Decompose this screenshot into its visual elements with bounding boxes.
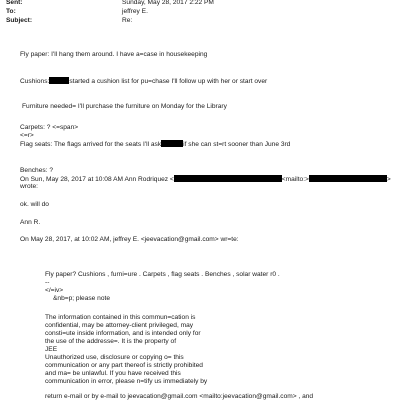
flag-seats-text: Flag seats: The flags arrived for the seats I'll ask	[20, 141, 162, 148]
cushions-text: started a cushion list for pu=chase I'll follow up with her or start over	[69, 78, 268, 85]
body-line-flag-seats	[20, 140, 290, 149]
cushions-label: Cushions:	[20, 78, 50, 85]
attribution-close: >	[386, 176, 391, 183]
disclaimer-line-3: consti=ute inside information, and is intended only for	[45, 330, 201, 337]
redaction-box	[161, 140, 183, 147]
mailto-text: <mailto:>	[281, 176, 309, 183]
body-line-benches: Benches: ?	[20, 167, 53, 174]
disclaimer-line-7: communication or any part thereof is strictly prohibited	[45, 362, 203, 369]
body-line-signature: Ann R.	[20, 219, 41, 226]
body-line-carpets: Carpets: ? <=span>	[20, 124, 79, 131]
quoted-line-4: &nb=p; please note	[53, 295, 111, 302]
disclaimer-line-8: and ma= be unlawful. If you have received this	[45, 370, 181, 377]
body-line-flypaper: Fly paper: I'll hang them around. I have a=case in housekeeping	[20, 51, 208, 58]
flag-seats-text-2: if she can st=rt sooner than June 3rd	[183, 141, 291, 148]
sent-value: Sunday, May 28, 2017 2:22 PM	[122, 0, 214, 6]
disclaimer-line-4: the use of the addresse=. It is the property of	[45, 338, 177, 345]
disclaimer-line-1: The information contained in this commun=cation is	[45, 314, 196, 321]
to-label: To:	[6, 8, 16, 15]
disclaimer-line-9: communication in error, please n=tify us immediately by	[45, 378, 208, 385]
body-line-cushions	[20, 77, 267, 86]
disclaimer-line-10: return e-mail or by e-mail to jeevacation@gmail.com <mailto:jeevacation@gmail.com> , and	[45, 393, 314, 400]
attribution-text: On Sun, May 28, 2017 at 10:08 AM Ann Rodriquez <	[20, 176, 174, 183]
quoted-line-1: Fly paper? Cushions , furni=ure . Carpets , flag seats . Benches , solar water r0 .	[45, 271, 280, 278]
subject-value: Re:	[122, 17, 133, 24]
quoted-line-2: --	[45, 279, 50, 286]
sent-label: Sent:	[6, 0, 23, 6]
subject-label: Subject:	[6, 17, 33, 24]
redaction-box	[49, 77, 69, 84]
disclaimer-line-2: confidential, may be attorney-client privileged, may	[45, 322, 194, 329]
redaction-box	[309, 175, 387, 182]
to-value: jeffrey E.	[122, 8, 148, 15]
body-line-will-do: ok. will do	[20, 201, 49, 208]
redaction-box	[174, 175, 282, 182]
body-line-wrote: wrote:	[20, 183, 38, 190]
quoted-line-3: </=iv>	[45, 287, 64, 294]
disclaimer-line-6: Unauthorized use, disclosure or copying o= this	[45, 354, 184, 361]
quote-attribution-1	[20, 175, 391, 184]
body-line-furniture: Furniture needed= I'll purchase the furniture on Monday for the Library	[22, 103, 227, 110]
body-line-tag: <=r>	[20, 132, 34, 139]
quote-attribution-2: On May 28, 2017, at 10:02 AM, jeffrey E. <jeevacation@gmail.com> wr=te:	[20, 236, 239, 243]
disclaimer-line-5: JEE	[45, 346, 58, 353]
